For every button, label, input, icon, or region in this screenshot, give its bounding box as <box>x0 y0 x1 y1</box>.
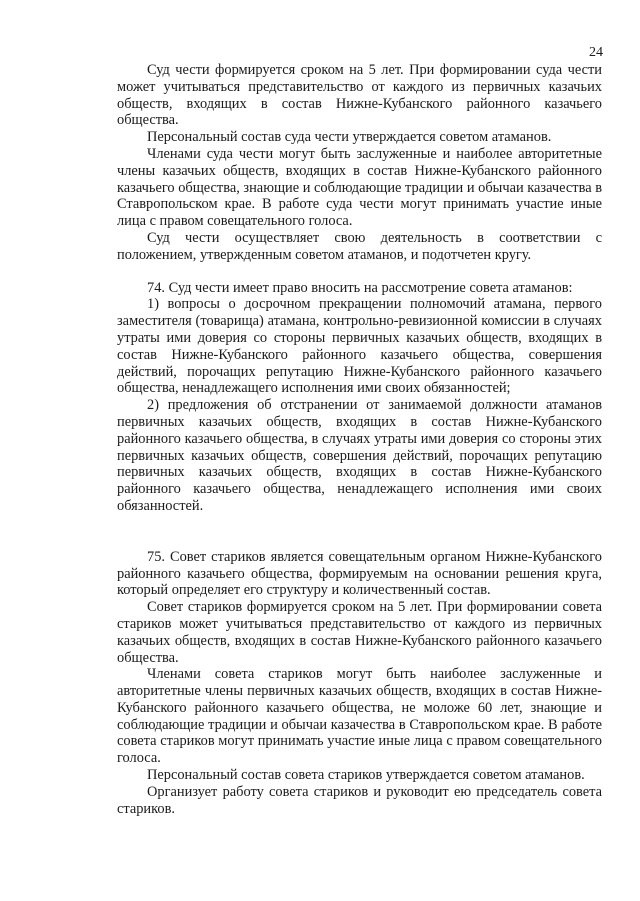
page-number: 24 <box>589 45 603 60</box>
paragraph: Персональный состав суда чести утверждается советом атаманов. <box>147 129 552 146</box>
document-body <box>117 62 602 817</box>
paragraph: Суд чести осуществляет свою деятельность в соответствии с положением, утвержденным советом атаманов, и подотчетен кругу. <box>117 229 602 263</box>
section-75-heading: 75. Совет стариков является совещательным органом Нижне-Кубанского районного казачьего общества, формируемым на основании решения круга, который определяет его структуру и количественный состав. <box>117 548 602 599</box>
paragraph: Членами суда чести могут быть заслуженные и наиболее авторитетные члены казачьих обществ, входящих в состав Нижне-Кубанского районного казачьего общества, знающие и соблюдающие традиции и обычаи казачества в Ставропольском крае. В работе суда чести могут принимать участие иные лица с правом совещательного голоса. <box>117 145 602 230</box>
list-item: 1) вопросы о досрочном прекращении полномочий атамана, первого заместителя (товарища) атамана, контрольно-ревизионной комиссии в случаях утраты ими доверия со стороны первичных казачьих обществ, входящих в состав Нижне-Кубанского районного казачьего общества, совершения действий, порочащих репутацию Нижне-Кубанского районного казачьего общества, ненадлежащего исполнения ими своих обязанностей; <box>117 296 602 397</box>
paragraph: Персональный состав совета стариков утверждается советом атаманов. <box>147 767 585 784</box>
paragraph: Организует работу совета стариков и руководит ею председатель совета стариков. <box>117 783 602 817</box>
paragraph: Членами совета стариков могут быть наиболее заслуженные и авторитетные члены первичных казачьих обществ, входящих в состав Нижне-Кубанского районного казачьего общества, не моложе 60 лет, знающие и соблюдающие традиции и обычаи казачества в Ставропольском крае. В работе совета стариков могут принимать участие иные лица с правом совещательного голоса. <box>117 666 602 767</box>
section-74-heading: 74. Суд чести имеет право вносить на рассмотрение совета атаманов: <box>147 279 573 296</box>
paragraph: Совет стариков формируется сроком на 5 лет. При формировании совета стариков может учитываться представительство от каждого из первичных казачьих обществ, входящих в состав Нижне-Кубанского районного казачьего общества. <box>117 599 602 666</box>
paragraph: Суд чести формируется сроком на 5 лет. При формировании суда чести может учитываться представительство от каждого из первичных казачьих обществ, входящих в состав Нижне-Кубанского районного казачьего общества. <box>117 62 602 129</box>
list-item: 2) предложения об отстранении от занимаемой должности атаманов первичных казачьих обществ, входящих в состав Нижне-Кубанского районного казачьего общества, в случаях утраты ими доверия со стороны этих первичных казачьих обществ, совершения действий, порочащих репутацию первичных казачьих обществ, входящих в состав Нижне-Кубанского районного казачьего общества, ненадлежащего исполнения ими своих обязанностей. <box>117 397 602 514</box>
